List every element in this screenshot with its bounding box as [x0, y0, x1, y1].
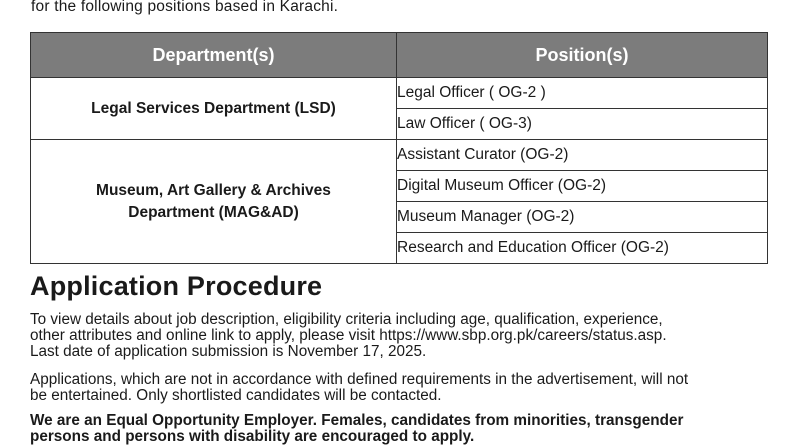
paragraph-line: other attributes and online link to apply, please visit https://www.sbp.org.pk/careers/status.asp. [30, 327, 667, 344]
header-departments: Department(s) [31, 33, 397, 78]
paragraph-line: persons and persons with disability are encouraged to apply. [30, 428, 475, 445]
intro-text: for the following positions based in Karachi. [31, 0, 339, 15]
department-magad-line2: Department (MAG&AD) [128, 203, 299, 221]
department-magad-line1: Museum, Art Gallery & Archives [96, 181, 331, 199]
section-heading: Application Procedure [30, 271, 323, 301]
header-positions: Position(s) [397, 33, 768, 78]
table-row [31, 140, 768, 171]
table-header-row [31, 33, 768, 78]
paragraph-line: Last date of application submission is November 17, 2025. [30, 343, 427, 360]
paragraph-line: To view details about job description, eligibility criteria including age, qualification, experience, [30, 311, 663, 328]
paragraph-line: be entertained. Only shortlisted candidates will be contacted. [30, 387, 442, 404]
position-cell: Assistant Curator (OG-2) [397, 140, 768, 171]
paragraph-line: Applications, which are not in accordance with defined requirements in the advertisement, will not [30, 371, 689, 388]
positions-table [30, 32, 768, 264]
paragraph-line: We are an Equal Opportunity Employer. Females, candidates from minorities, transgender [30, 412, 684, 429]
position-cell: Digital Museum Officer (OG-2) [397, 171, 768, 202]
position-cell: Legal Officer ( OG-2 ) [397, 78, 768, 109]
position-cell: Research and Education Officer (OG-2) [397, 233, 768, 264]
procedure-paragraph [30, 312, 772, 360]
equal-opportunity-paragraph [30, 413, 772, 445]
position-cell: Law Officer ( OG-3) [397, 109, 768, 140]
position-cell: Museum Manager (OG-2) [397, 202, 768, 233]
department-lsd: Legal Services Department (LSD) [31, 78, 397, 140]
eligibility-paragraph [30, 372, 772, 404]
table-row [31, 78, 768, 109]
department-magad [31, 140, 397, 264]
